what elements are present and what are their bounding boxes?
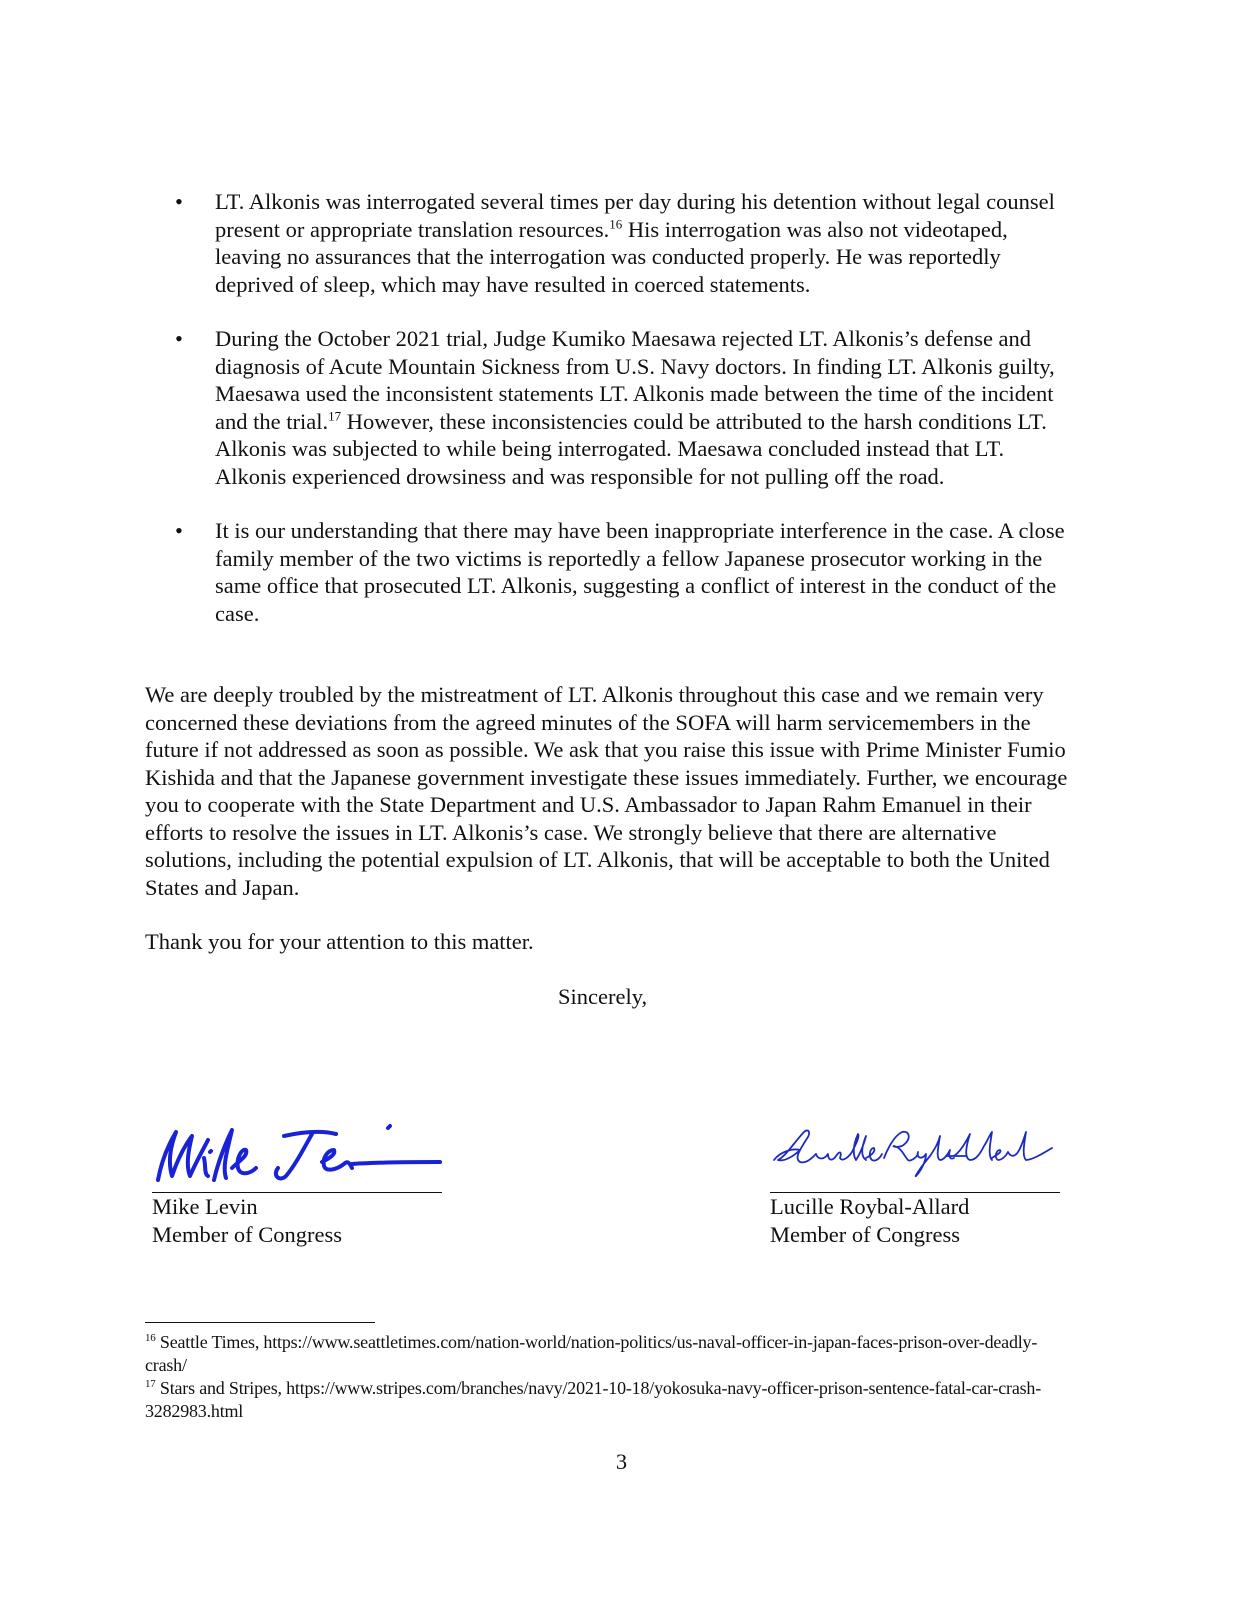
footnote-16 [145,1331,1070,1377]
footnotes [145,1331,1070,1423]
footnote-number: 16 [145,1332,156,1344]
page-number: 3 [615,1449,628,1474]
thanks-line: Thank you for your attention to this matter. [145,929,534,954]
footnote-divider [145,1322,375,1323]
closing-paragraph: We are deeply troubled by the mistreatment of LT. Alkonis throughout this case and we remain very concerned these deviations from the agreed minutes of the SOFA will harm servicemembers in the future if not addressed as soon as possible. We ask that you raise this issue with Prime Minister Fumio Kishida and that the Japanese government investigate these issues immediately. Further, we encourage you to cooperate with the State Department and U.S. Ambassador to Japan Rahm Emanuel in their efforts to resolve the issues in LT. Alkonis’s case. We strongly believe that there are alternative solutions, including the potential expulsion of LT. Alkonis, that will be acceptable to both the United States and Japan. [145,682,1068,900]
bullet-dot: • [175,518,183,543]
signature-block-levin [152,1118,452,1248]
signature-levin [152,1118,452,1190]
signature-roybal-allard [770,1118,1070,1190]
footnote-17 [145,1377,1070,1423]
bullet-text: During the October 2021 trial, Judge Kumiko Maesawa rejected LT. Alkonis’s defense and diagnosis of Acute Mountain Sickness from U.S. Navy doctors. In finding LT. Alkonis guilty, Maesawa used the inconsistent statements LT. Alkonis made between the time of the incident and the trial.$^{17}$ However, these inconsistencies could be attributed to the harsh conditions LT. Alkonis was subjected to while being interrogated. Maesawa concluded instead that LT. Alkonis experienced drowsiness and was responsible for not pulling off the road. [215,326,1055,489]
bullet-dot: • [175,189,183,214]
footnote-number: 17 [145,1378,156,1390]
footnote-ref: 16 [609,216,623,231]
bullet-item [175,325,1075,490]
bullet-item [175,517,1075,627]
bullet-dot: • [175,326,183,351]
signature-block-roybal-allard [770,1118,1070,1248]
footnote-text: Seattle Times, https://www.seattletimes.com/nation-world/nation-politics/us-naval-officer-in-japan-faces-prison-over-deadly-crash/ [145,1332,1038,1375]
bullet-list [175,188,1075,654]
bullet-item [175,188,1075,298]
footnote-text: Stars and Stripes, https://www.stripes.com/branches/navy/2021-10-18/yokosuka-navy-officer-prison-sentence-fatal-car-crash-3282983.html [145,1378,1042,1421]
signatory-name: Mike Levin [152,1194,258,1219]
bullet-text: It is our understanding that there may have been inappropriate interference in the case. A close family member of the two victims is reportedly a fellow Japanese prosecutor working in the same office that prosecuted LT. Alkonis, suggesting a conflict of interest in the conduct of the case. [215,518,1065,626]
signatory-name: Lucille Roybal-Allard [770,1194,970,1219]
sign-off: Sincerely, [558,984,648,1009]
bullet-text: LT. Alkonis was interrogated several times per day during his detention without legal counsel present or appropriate translation resources.$^{16}$ His interrogation was also not videotaped, leaving no assurances that the interrogation was conducted properly. He was reportedly deprived of sleep, which may have resulted in coerced statements. [215,189,1055,297]
footnote-ref: 17 [328,408,342,423]
signatory-title: Member of Congress [770,1221,960,1247]
signatory-title: Member of Congress [152,1221,342,1247]
